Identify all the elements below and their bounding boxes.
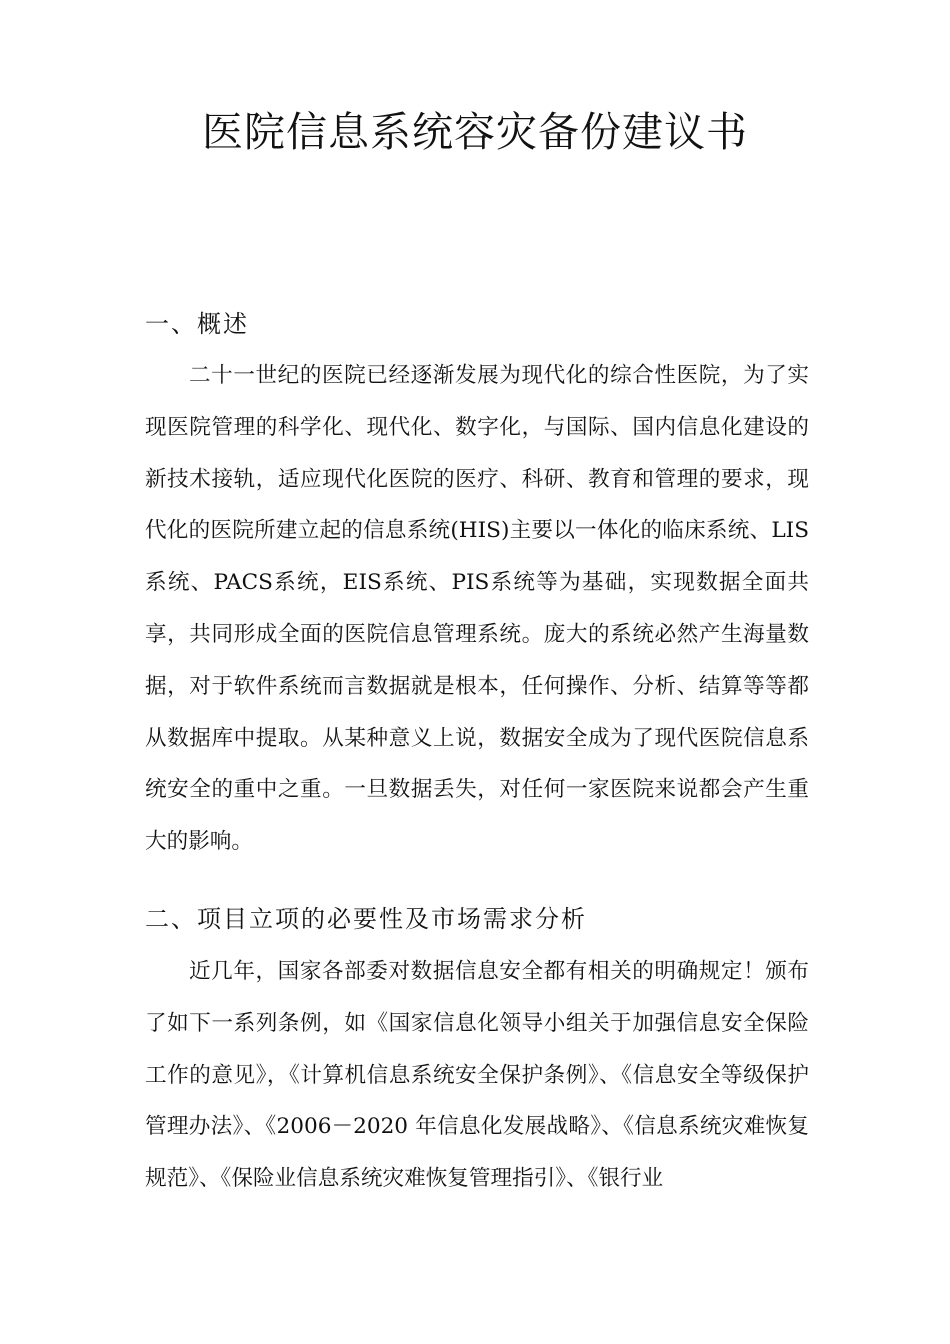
section-heading-necessity: 二、项目立项的必要性及市场需求分析: [145, 905, 587, 933]
document-title: 医院信息系统容灾备份建议书: [202, 108, 748, 156]
section-heading-overview: 一、概述: [145, 310, 249, 338]
section-paragraph-overview: 二十一世纪的医院已经逐渐发展为现代化的综合性医院，为了实现医院管理的科学化、现代化、数字化，与国际、国内信息化建设的新技术接轨，适应现代化医院的医疗、科研、教育和管理的要求，现代化的医院所建立起的信息系统(HIS)主要以一体化的临床系统、LIS系统、PACS系统，EIS系统、PIS系统等为基础，实现数据全面共享，共同形成全面的医院信息管理系统。庞大的系统必然产生海量数据，对于软件系统而言数据就是根本，任何操作、分析、结算等等都从数据库中提取。从某种意义上说，数据安全成为了现代医院信息系统安全的重中之重。一旦数据丢失，对任何一家医院来说都会产生重大的影响。: [145, 363, 809, 855]
section-paragraph-necessity: 近几年，国家各部委对数据信息安全都有相关的明确规定！颁布了如下一系列条例，如《国家信息化领导小组关于加强信息安全保险工作的意见》，《计算机信息系统安全保护条例》、《信息安全等级保护管理办法》、《2006－2020 年信息化发展战略》、《信息系统灾难恢复规范》、《保险业信息系统灾难恢复管理指引》、《银行业: [145, 959, 809, 1192]
